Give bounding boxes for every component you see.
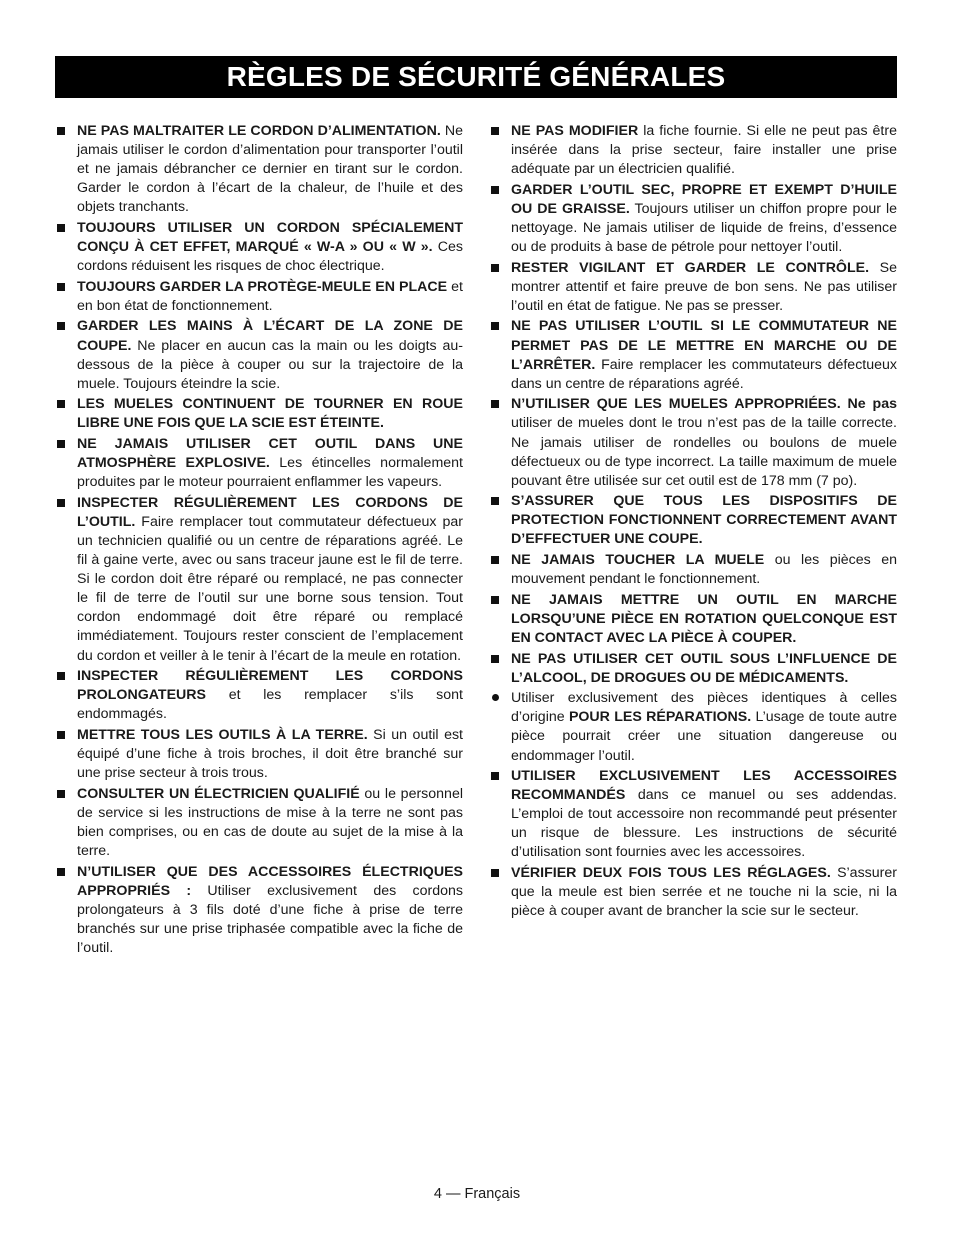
rule-text: Faire remplacer tout commutateur défectueux par un technicien qualifié ou un centre de réparations agréé. Le fil à gaine verte, avec ou sans traceur jaune est le fil de terre. Si le cordon doit être réparé ou remplacé, ne pas connecter le fil de terre de l’outil sur une borne sous tension. Tout cordon endommagé doit être réparé ou remplacé immédiatement. Toujours rester conscient de l’emplacement du cordon et veiller à le tenir à l’écart de la meule en rotation.: [77, 513, 463, 664]
rule-text: ou le personnel de service si les instructions de mise à la terre ne sont pas bien comprises, ou en cas de doute au sujet de la mise à la terre.: [77, 785, 463, 859]
square-bullet-icon: [491, 127, 499, 135]
rule-heading: UTILISER EXCLUSIVEMENT LES ACCESSOIRES RECOMMANDÉS: [511, 768, 897, 804]
safety-rule-item: [489, 317, 897, 393]
safety-rule-item: [489, 122, 897, 179]
safety-rule-item: [489, 591, 897, 648]
square-bullet-icon: [491, 186, 499, 194]
rule-heading: NE JAMAIS TOUCHER LA MUELE: [511, 552, 765, 569]
square-bullet-icon: [57, 224, 65, 232]
rule-heading: N’UTILISER QUE LES MUELES APPROPRIÉES. Ne pas: [511, 396, 897, 413]
square-bullet-icon: [491, 400, 499, 408]
safety-rule-item: [55, 726, 463, 783]
right-column: [489, 122, 897, 923]
safety-rule-item: [55, 785, 463, 861]
rule-heading: INSPECTER RÉGULIÈREMENT LES CORDONS DE L’OUTIL.: [77, 494, 463, 530]
square-bullet-icon: [491, 322, 499, 330]
rule-text: et en bon état de fonctionnement.: [77, 278, 463, 314]
rule-text: Ne jamais utiliser le cordon d’alimentation pour transporter l’outil et ne jamais débrancher ce dernier en tirant sur le cordon. Garder le cordon à l’écart de la chaleur, de l’huile et des objets tranchants.: [77, 123, 463, 216]
square-bullet-icon: [491, 497, 499, 505]
safety-rule-item: [55, 395, 463, 433]
rule-text: S’assurer que la meule est bien serrée et ne touche ni la scie, ni la pièce à couper avant de brancher la scie sur le secteur.: [511, 865, 897, 920]
safety-rule-item: [489, 689, 897, 765]
square-bullet-icon: [491, 264, 499, 272]
rule-text: Si un outil est équipé d’une fiche à trois broches, il doit être branché sur une prise secteur à trois trous.: [77, 726, 463, 782]
square-bullet-icon: [57, 322, 65, 330]
rule-text: la fiche fournie. Si elle ne peut pas être insérée dans la prise secteur, faire installer une prise adéquate par un électricien qualifié.: [511, 123, 897, 178]
square-bullet-icon: [491, 556, 499, 564]
rule-text: Utiliser exclusivement des pièces identiques à celles d’origine: [511, 690, 897, 726]
square-bullet-icon: [57, 790, 65, 798]
square-bullet-icon: [57, 499, 65, 507]
rule-heading: TOUJOURS GARDER LA PROTÈGE-MEULE EN PLACE: [77, 278, 448, 295]
rule-heading: NE PAS UTILISER CET OUTIL SOUS L’INFLUENCE DE L’ALCOOL, DE DROGUES OU DE MÉDICAMENTS.: [511, 650, 897, 686]
rule-text: Les étincelles normalement produites par le moteur pourraient enflammer les vapeurs.: [77, 455, 463, 491]
square-bullet-icon: [57, 127, 65, 135]
rule-heading: METTRE TOUS LES OUTILS À LA TERRE.: [77, 726, 368, 743]
rule-text: Faire remplacer les commutateurs défectueux dans un centre de réparations agréé.: [511, 356, 897, 392]
square-bullet-icon: [57, 731, 65, 739]
rule-heading: NE PAS MALTRAITER LE CORDON D’ALIMENTATION.: [77, 123, 441, 139]
rule-text: dans ce manuel ou ses addendas. L’emploi de tout accessoire non recommandé peut présenter un risque de blessure. Les instructions de sécurité d’utilisation sont fournies avec les accessoires.: [511, 787, 897, 861]
rule-heading: S’ASSURER QUE TOUS LES DISPOSITIFS DE PROTECTION FONCTIONNENT CORRECTEMENT AVANT D’EFFECTUER UNE COUPE.: [511, 493, 897, 548]
rule-text: Ces cordons réduisent les risques de choc électrique.: [77, 239, 463, 275]
square-bullet-icon: [57, 283, 65, 291]
safety-rule-item: [55, 219, 463, 276]
rule-heading: LES MUELES CONTINUENT DE TOURNER EN ROUE LIBRE UNE FOIS QUE LA SCIE EST ÉTEINTE.: [77, 396, 463, 432]
left-column: [55, 122, 463, 960]
page-footer: 4 — Français: [433, 1186, 521, 1202]
rule-text: Ne placer en aucun cas la main ou les doigts au-dessous de la pièce à couper ou sur la trajectoire de la muele. Toujours éteindre la scie.: [77, 337, 463, 392]
safety-rule-item: [489, 864, 897, 921]
rule-heading: TOUJOURS UTILISER UN CORDON SPÉCIALEMENT CONÇU À CET EFFET, MARQUÉ « W-A » OU « W ».: [77, 219, 463, 256]
square-bullet-icon: [491, 869, 499, 877]
rule-heading: INSPECTER RÉGULIÈREMENT LES CORDONS PROLONGATEURS: [77, 668, 463, 704]
rule-heading: GARDER LES MAINS À L’ÉCART DE LA ZONE DE COUPE.: [77, 318, 463, 354]
rule-text: Toujours utiliser un chiffon propre pour le nettoyage. Ne jamais utiliser de liquide de freins, d’essence ou de produits à base de pétrole pour nettoyer l’outil.: [511, 200, 897, 256]
rule-heading: VÉRIFIER DEUX FOIS TOUS LES RÉGLAGES.: [511, 865, 831, 882]
round-bullet-icon: [492, 694, 499, 701]
safety-rule-item: [55, 435, 463, 492]
safety-rule-item: [489, 181, 897, 257]
safety-rule-item: [55, 863, 463, 958]
rule-heading: GARDER L’OUTIL SEC, PROPRE ET EXEMPT D’HUILE OU DE GRAISSE.: [511, 181, 897, 217]
rule-heading: CONSULTER UN ÉLECTRICIEN QUALIFIÉ: [77, 785, 360, 802]
rule-text: Se montrer attentif et faire preuve de bon sens. Ne pas utiliser l’outil en état de fatigue. Ne pas se presser.: [511, 259, 898, 314]
rule-heading: NE JAMAIS METTRE UN OUTIL EN MARCHE LORSQU’UNE PIÈCE EN ROTATION QUELCONQUE EST EN CONTACT AVEC LA PIÈCE À COUPER.: [511, 591, 897, 646]
rule-heading: POUR LES RÉPARATIONS.: [568, 709, 752, 726]
rule-text: ou les pièces en mouvement pendant le fonctionnement.: [511, 552, 897, 588]
safety-rule-item: [489, 767, 897, 862]
safety-rule-item: [55, 667, 463, 724]
safety-rule-item: [489, 650, 897, 688]
page-title: RÈGLES DE SÉCURITÉ GÉNÉRALES: [55, 56, 897, 98]
square-bullet-icon: [491, 655, 499, 663]
safety-rule-item: [489, 395, 897, 490]
safety-rule-item: [489, 492, 897, 549]
rule-heading: RESTER VIGILANT ET GARDER LE CONTRÔLE.: [511, 259, 870, 276]
rule-text: Utiliser exclusivement des cordons prolongateurs à 3 fils doté d’une fiche à prise de terre branchés sur une prise triphasée compatible avec la fiche de l’outil.: [77, 882, 464, 956]
rule-text: et les remplacer s’ils sont endommagés.: [77, 687, 463, 723]
safety-rule-item: [55, 494, 463, 666]
square-bullet-icon: [491, 772, 499, 780]
rule-heading: N’UTILISER QUE DES ACCESSOIRES ÉLECTRIQUES APPROPRIÉS :: [77, 863, 463, 899]
safety-rule-item: [489, 259, 897, 316]
square-bullet-icon: [57, 400, 65, 408]
safety-rule-item: [55, 317, 463, 393]
rule-heading: NE PAS UTILISER L’OUTIL SI LE COMMUTATEUR NE PERMET PAS DE LE METTRE EN MARCHE OU DE L’ARRÊTER.: [511, 318, 897, 373]
rule-text: L’usage de toute autre pièce pourrait créer une situation dangereuse ou endommager l’outil.: [511, 709, 898, 764]
safety-rule-item: [489, 551, 897, 589]
safety-rule-item: [55, 122, 463, 217]
square-bullet-icon: [57, 440, 65, 448]
rule-heading: NE JAMAIS UTILISER CET OUTIL DANS UNE ATMOSPHÈRE EXPLOSIVE.: [77, 436, 463, 472]
safety-rule-item: [55, 278, 463, 316]
square-bullet-icon: [57, 672, 65, 680]
rule-text: utiliser de mueles dont le trou n’est pas de la taille correcte. Ne jamais utiliser de rondelles ou boulons de muele défectueux ou de type incorrect. La taille maximum de muele pouvant être utilisée sur cet outil est de 178 mm (7 po).: [511, 415, 897, 489]
square-bullet-icon: [57, 868, 65, 876]
rule-heading: NE PAS MODIFIER: [511, 123, 639, 139]
square-bullet-icon: [491, 596, 499, 604]
